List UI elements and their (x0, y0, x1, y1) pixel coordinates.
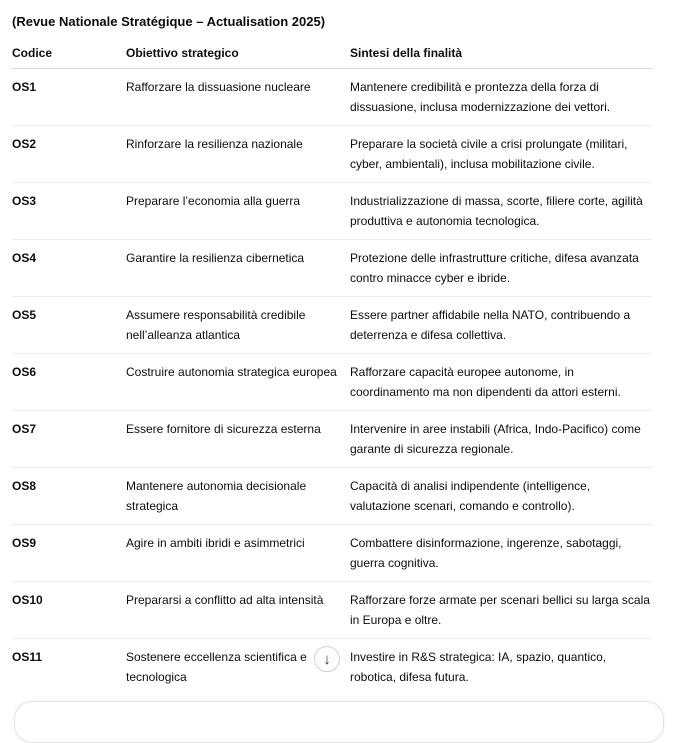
cell-objective: Essere fornitore di sicurezza esterna (126, 411, 350, 468)
cell-summary: Mantenere credibilità e prontezza della forza di dissuasione, inclusa modernizzazione dei vettori. (350, 69, 652, 126)
cell-objective: Assumere responsabilità credibile nell’alleanza atlantica (126, 297, 350, 354)
cell-objective: Agire in ambiti ibridi e asimmetrici (126, 525, 350, 582)
cell-code: OS9 (12, 525, 126, 582)
cell-summary: Intervenire in aree instabili (Africa, Indo-Pacifico) come garante di sicurezza regionale. (350, 411, 652, 468)
table-row (12, 354, 652, 411)
cell-summary: Preparare la società civile a crisi prolungate (militari, cyber, ambientali), inclusa mobilitazione civile. (350, 126, 652, 183)
cell-summary: Rafforzare forze armate per scenari bellici su larga scala in Europa e oltre. (350, 582, 652, 639)
cell-objective: Preparare l’economia alla guerra (126, 183, 350, 240)
header-summary: Sintesi della finalità (350, 40, 652, 69)
cell-objective: Sostenere eccellenza scientifica e tecnologica (126, 650, 307, 684)
cell-objective: Prepararsi a conflitto ad alta intensità (126, 582, 350, 639)
objectives-table (12, 40, 652, 695)
cell-summary: Essere partner affidabile nella NATO, contribuendo a deterrenza e difesa collettiva. (350, 297, 652, 354)
cell-code: OS3 (12, 183, 126, 240)
cell-code: OS11 (12, 650, 43, 664)
cell-code: OS5 (12, 297, 126, 354)
cell-objective: Mantenere autonomia decisionale strategica (126, 468, 350, 525)
cell-code: OS2 (12, 126, 126, 183)
cell-objective: Garantire la resilienza cibernetica (126, 240, 350, 297)
table-row (12, 183, 652, 240)
message-composer[interactable] (14, 701, 664, 743)
table-row (12, 126, 652, 183)
cell-objective: Rinforzare la resilienza nazionale (126, 126, 350, 183)
cell-code: OS7 (12, 411, 126, 468)
cell-code: OS6 (12, 354, 126, 411)
cell-objective: Costruire autonomia strategica europea (126, 354, 350, 411)
table-row (12, 69, 652, 126)
table-body (12, 69, 652, 696)
cell-code: OS4 (12, 240, 126, 297)
table-row (12, 582, 652, 639)
cell-objective: Rafforzare la dissuasione nucleare (126, 69, 350, 126)
cell-summary: Combattere disinformazione, ingerenze, sabotaggi, guerra cognitiva. (350, 525, 652, 582)
cell-code: OS10 (12, 582, 126, 639)
arrow-down-icon: ↓ (323, 650, 331, 668)
table-row (12, 240, 652, 297)
cell-summary: Capacità di analisi indipendente (intelligence, valutazione scenari, comando e controllo). (350, 468, 652, 525)
header-objective: Obiettivo strategico (126, 40, 350, 69)
table-row (12, 411, 652, 468)
section-title: (Revue Nationale Stratégique – Actualisation 2025) (12, 14, 326, 29)
table-row (12, 297, 652, 354)
table-header-row (12, 40, 652, 69)
scroll-down-button[interactable] (314, 646, 340, 672)
cell-summary: Protezione delle infrastrutture critiche, difesa avanzata contro minacce cyber e ibride. (350, 240, 652, 297)
cell-summary: Industrializzazione di massa, scorte, filiere corte, agilità produttiva e autonomia tecnologica. (350, 183, 652, 240)
cell-code: OS8 (12, 468, 126, 525)
cell-code: OS1 (12, 69, 126, 126)
cell-summary: Investire in R&S strategica: IA, spazio, quantico, robotica, difesa futura. (350, 650, 607, 684)
header-code: Codice (12, 40, 126, 69)
table-row (12, 525, 652, 582)
cell-summary: Rafforzare capacità europee autonome, in coordinamento ma non dipendenti da attori esterni. (350, 354, 652, 411)
table-row (12, 468, 652, 525)
